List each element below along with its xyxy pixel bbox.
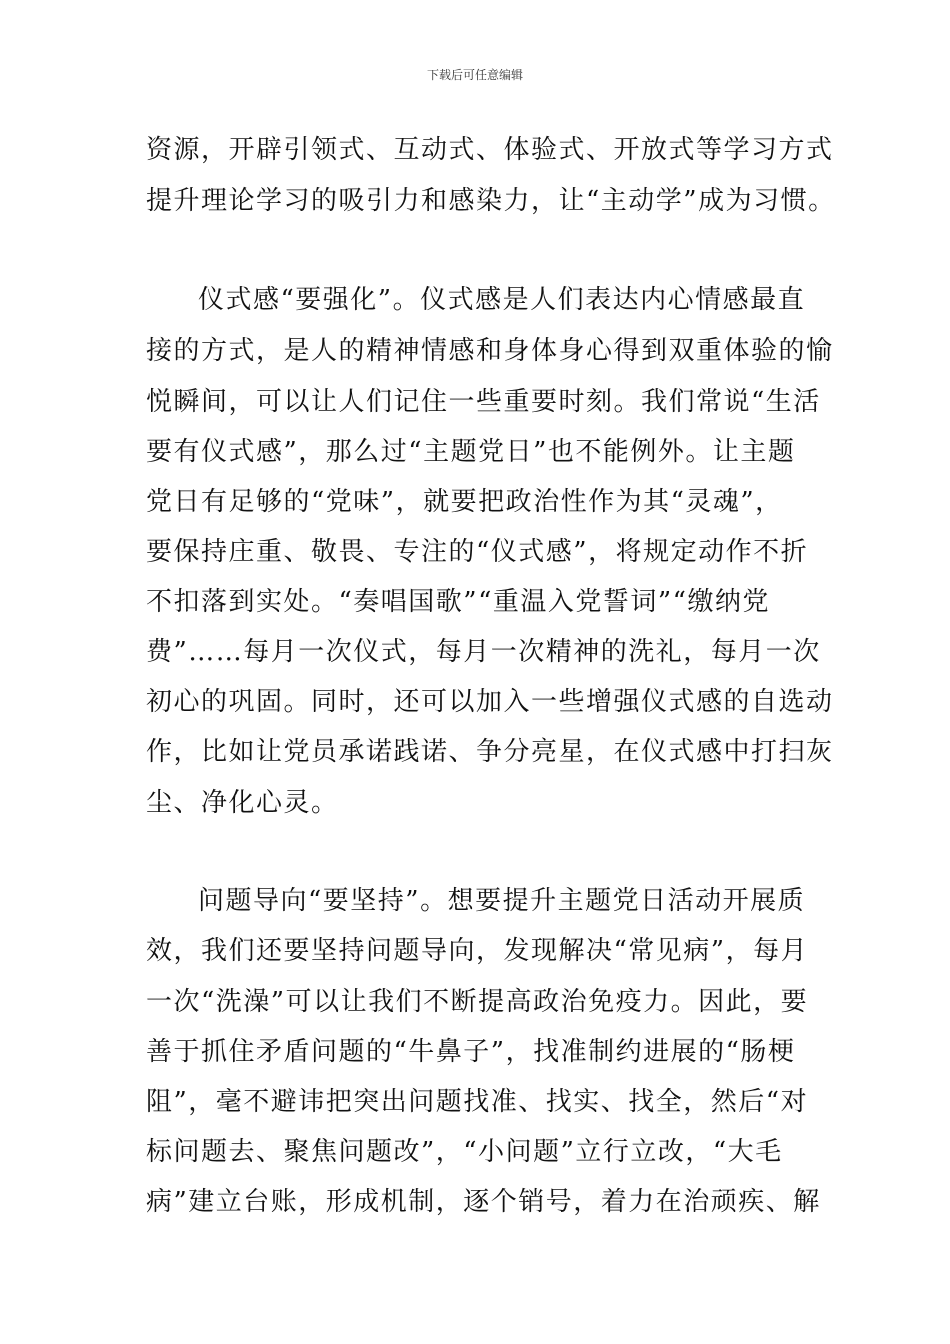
- page-header: 下载后可任意编辑: [426, 68, 523, 82]
- text-line: 提升理论学习的吸引力和感染力，让“主动学”成为习惯。: [146, 186, 836, 216]
- text-line: 一次“洗澡”可以让我们不断提高政治免疫力。因此，要: [146, 987, 809, 1017]
- text-line: 不扣落到实处。“奏唱国歌”“重温入党誓词”“缴纳党: [146, 587, 770, 617]
- text-line: 初心的巩固。同时，还可以加入一些增强仪式感的自选动: [146, 687, 834, 717]
- text-line: 要有仪式感”，那么过“主题党日”也不能例外。让主题: [146, 437, 796, 467]
- text-line: 作，比如让党员承诺践诺、争分亮星，在仪式感中打扫灰: [146, 737, 834, 767]
- text-line: 仪式感“要强化”。仪式感是人们表达内心情感最直: [198, 285, 806, 315]
- text-line: 费”……每月一次仪式，每月一次精神的洗礼，每月一次: [146, 637, 821, 667]
- text-line: 善于抓住矛盾问题的“牛鼻子”，找准制约进展的“肠梗: [146, 1037, 796, 1067]
- text-line: 悦瞬间，可以让人们记住一些重要时刻。我们常说“生活: [146, 387, 821, 417]
- text-line: 党日有足够的“党味”，就要把政治性作为其“灵魂”，: [146, 487, 783, 517]
- text-line: 问题导向“要坚持”。想要提升主题党日活动开展质: [198, 886, 806, 916]
- text-line: 阻”，毫不避讳把突出问题找准、找实、找全，然后“对: [146, 1087, 809, 1117]
- text-line: 病”建立台账，形成机制，逐个销号，着力在治顽疾、解: [146, 1187, 821, 1217]
- text-line: 标问题去、聚焦问题改”，“小问题”立行立改，“大毛: [146, 1137, 783, 1167]
- text-line: 资源，开辟引领式、互动式、体验式、开放式等学习方式: [146, 135, 834, 165]
- text-line: 效，我们还要坚持问题导向，发现解决“常见病”，每月: [146, 936, 809, 966]
- text-line: 接的方式，是人的精神情感和身体身心得到双重体验的愉: [146, 336, 834, 366]
- text-line: 要保持庄重、敬畏、专注的“仪式感”，将规定动作不折: [146, 537, 809, 567]
- text-line: 尘、净化心灵。: [146, 788, 339, 818]
